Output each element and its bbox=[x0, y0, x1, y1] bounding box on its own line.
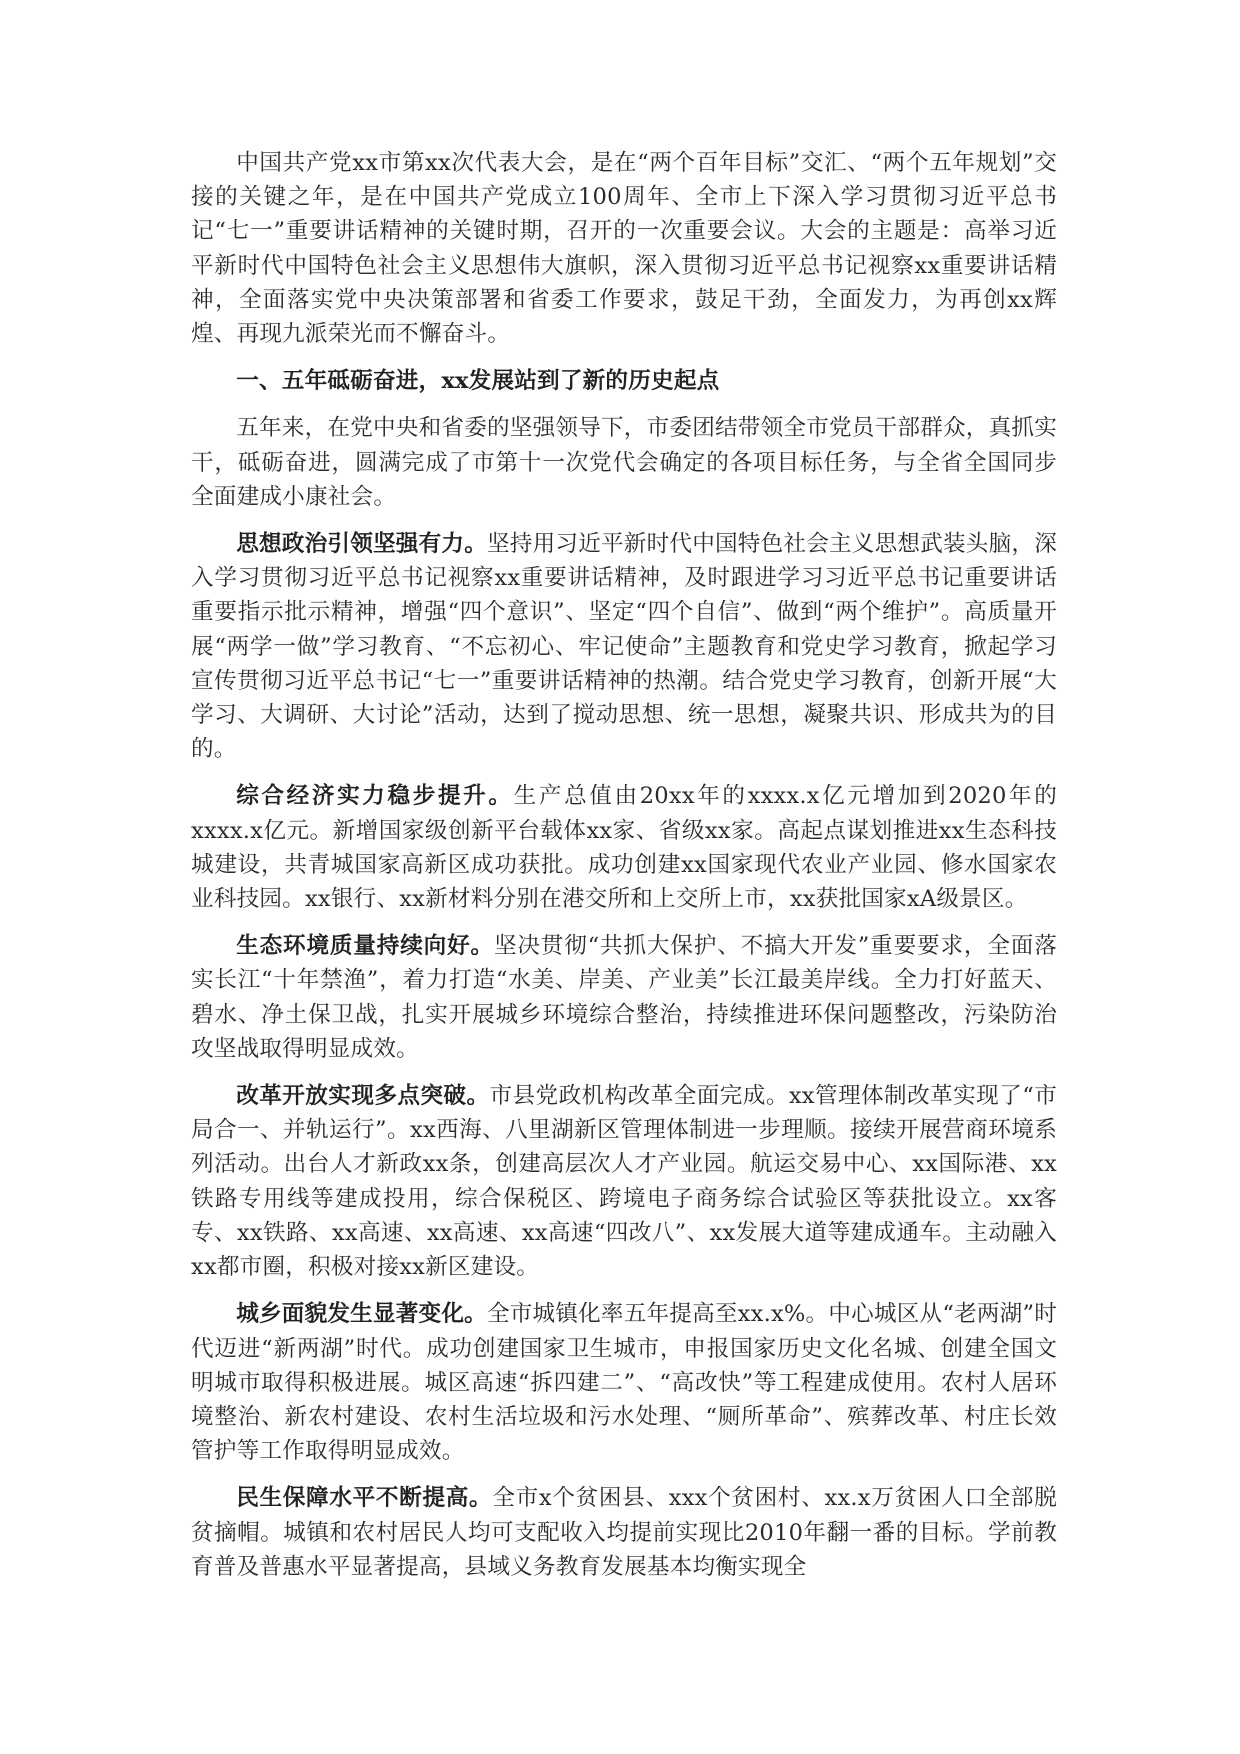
item-lead: 生态环境质量持续向好。 bbox=[236, 933, 494, 960]
item-lead: 城乡面貌发生显著变化。 bbox=[236, 1301, 487, 1328]
section-heading: 一、五年砥砺奋进，xx发展站到了新的历史起点 bbox=[236, 368, 720, 395]
item-paragraph-ideology bbox=[191, 527, 1057, 766]
item-body: 全市城镇化率五年提高至xx.x%。中心城区从“老两湖”时代迈进“新两湖”时代。成功创建国家卫生城市，申报国家历史文化名城、创建全国文明城市取得积极进展。城区高速“拆四建二”、“高改快”等工程建成使用。农村人居环境整治、新农村建设、农村生活垃圾和污水处理、“厕所革命”、殡葬改革、村庄长效管护等工作取得明显成效。 bbox=[191, 1301, 1058, 1465]
section-intro-paragraph: 五年来，在党中央和省委的坚强领导下，市委团结带领全市党员干部群众，真抓实干，砥砺奋进，圆满完成了市第十一次党代会确定的各项目标任务，与全省全国同步全面建成小康社会。 bbox=[191, 415, 1057, 510]
item-body: 坚持用习近平新时代中国特色社会主义思想武装头脑，深入学习贯彻习近平总书记视察xx重要讲话精神，及时跟进学习习近平总书记重要讲话重要指示批示精神，增强“四个意识”、坚定“四个自信”、做到“两个维护”。高质量开展“两学一做”学习教育、“不忘初心、牢记使命”主题教育和党史学习教育，掀起学习宣传贯彻习近平总书记“七一”重要讲话精神的热潮。结合党史学习教育，创新开展“大学习、大调研、大讨论”活动，达到了搅动思想、统一思想，凝聚共识、形成共为的目的。 bbox=[191, 531, 1058, 763]
item-paragraph-economy bbox=[191, 779, 1057, 916]
item-lead: 民生保障水平不断提高。 bbox=[236, 1485, 493, 1512]
intro-paragraph: 中国共产党xx市第xx次代表大会，是在“两个百年目标”交汇、“两个五年规划”交接的关键之年，是在中国共产党成立100周年、全市上下深入学习贯彻习近平总书记“七一”重要讲话精神的关键时期，召开的一次重要会议。大会的主题是：高举习近平新时代中国特色社会主义思想伟大旗帜，深入贯彻习近平总书记视察xx重要讲话精神，全面落实党中央决策部署和省委工作要求，鼓足干劲，全面发力，为再创xx辉煌、再现九派荣光而不懈奋斗。 bbox=[191, 150, 1057, 348]
item-body: 市县党政机构改革全面完成。xx管理体制改革实现了“市局合一、并轨运行”。xx西海、八里湖新区管理体制进一步理顺。接续开展营商环境系列活动。出台人才新政xx条，创建高层次人才产业园。航运交易中心、xx国际港、xx铁路专用线等建成投用，综合保税区、跨境电子商务综合试验区等获批设立。xx客专、xx铁路、xx高速、xx高速、xx高速“四改八”、xx发展大道等建成通车。主动融入xx都市圈，积极对接xx新区建设。 bbox=[191, 1083, 1058, 1281]
item-paragraph-reform bbox=[191, 1079, 1057, 1284]
item-lead: 思想政治引领坚强有力。 bbox=[236, 531, 487, 558]
item-paragraph-livelihood bbox=[191, 1481, 1057, 1584]
item-paragraph-urban-rural bbox=[191, 1297, 1057, 1468]
item-lead: 综合经济实力稳步提升。 bbox=[236, 783, 514, 810]
item-body: 生产总值由20xx年的xxxx.x亿元增加到2020年的xxxx.x亿元。新增国家级创新平台载体xx家、省级xx家。高起点谋划推进xx生态科技城建设，共青城国家高新区成功获批。成功创建xx国家现代农业产业园、修水国家农业科技园。xx银行、xx新材料分别在港交所和上交所上市，xx获批国家xA级景区。 bbox=[191, 783, 1057, 913]
item-body: 全市x个贫困县、xxx个贫困村、xx.x万贫困人口全部脱贫摘帽。城镇和农村居民人均可支配收入均提前实现比2010年翻一番的目标。学前教育普及普惠水平显著提高，县域义务教育发展基本均衡实现全 bbox=[191, 1485, 1057, 1580]
document-page bbox=[191, 146, 1057, 1597]
item-body: 坚决贯彻“共抓大保护、不搞大开发”重要要求，全面落实长江“十年禁渔”，着力打造“水美、岸美、产业美”长江最美岸线。全力打好蓝天、碧水、净土保卫战，扎实开展城乡环境综合整治，持续推进环保问题整改，污染防治攻坚战取得明显成效。 bbox=[191, 933, 1057, 1062]
item-lead: 改革开放实现多点突破。 bbox=[236, 1083, 490, 1110]
item-paragraph-ecology bbox=[191, 929, 1057, 1066]
